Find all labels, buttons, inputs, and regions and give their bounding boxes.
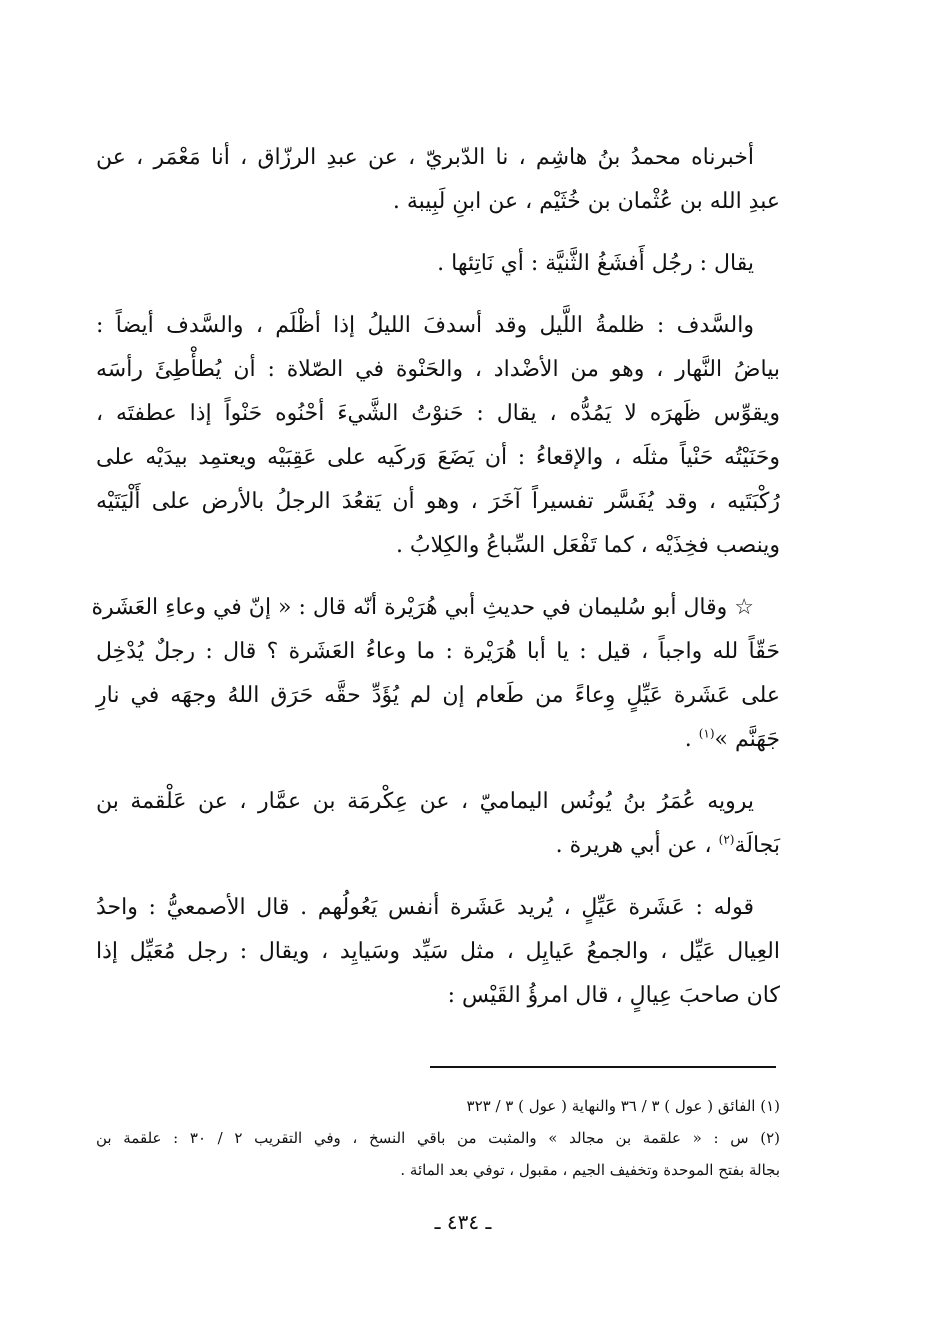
text-fragment: بَجالَة xyxy=(734,833,780,858)
text-line: عبدِ الله بن عُثْمان بن خُثَيْم ، عن ابنِ لَبِيبة . xyxy=(392,189,780,214)
footnote-marker: (٢) xyxy=(718,832,735,847)
paragraph-riwaya xyxy=(96,780,780,868)
text-line: حَقّاً لله واجباً ، قيل : يا أبا هُرَيْرة : ما وعاءُ العَشَرة ؟ قال : رجلٌ يُدْخِل xyxy=(96,639,780,664)
paragraph-afshagh xyxy=(96,242,780,286)
text-line: على عَشَرة عَيِّلٍ وِعاءً من طَعام إن لم يُؤَدِّ حقَّه حَرَق اللهُ وجهَه في نارِ xyxy=(96,683,780,708)
text-line: كان صاحبَ عِيالٍ ، قال امرؤُ القَيْس : xyxy=(447,983,780,1008)
text-line: يرويه عُمَرُ بنُ يُونُس اليماميّ ، عن عِكْرمَة بن عمَّار ، عن عَلْقمة بن xyxy=(96,789,754,814)
text-line: قوله : عَشَرة عَيِّلٍ ، يُريد عَشَرة أنفس يَعُولُهم . قال الأصمعيُّ : واحدُ xyxy=(96,895,754,920)
footnote-2: (٢) س : « علقمة بن مجالد » والمثبت من باقي النسخ ، وفي التقريب ٢ / ٣٠ : علقمة بن xyxy=(96,1129,781,1147)
footnote-divider xyxy=(430,1066,776,1068)
text-line: ويقوِّس ظَهرَه لا يَمُدُّه ، يقال : حَنوْتُ الشَّيءَ أحْنُوه حَنْواً إذا عطفتَه ، xyxy=(96,401,780,426)
footnotes xyxy=(96,1090,780,1186)
main-text xyxy=(91,136,780,1036)
text-line: وحَنَيْتُه حَنْياً مثلَه ، والإقعاءُ : أن يَضَعَ وَركَيه على عَقِبَيْه ويعتمِد بيدَيْه على xyxy=(96,445,780,470)
text-line: جَهَنَّم »$^{(١)}$ . xyxy=(684,726,780,752)
text-line: بياضُ النَّهار ، وهو من الأضْداد ، والحَنْوة في الصّلاة : أن يُطأْطِئَ رأسَه xyxy=(96,357,780,382)
text-line: ☆ وقال أبو سُليمان في حديثِ أبي هُرَيْرة أنّه قال : « إنّ في وعاءِ العَشَرة xyxy=(91,595,754,620)
text-line: أخبرناه محمدُ بنُ هاشِم ، نا الدّبريّ ، عن عبدِ الرزّاق ، أنا مَعْمَر ، عن xyxy=(96,145,754,170)
text-fragment: ، عن أبي هريرة . xyxy=(555,833,712,858)
footnote-marker: (١) xyxy=(698,726,715,741)
footnote-2-continued: بجالة بفتح الموحدة وتخفيف الجيم ، مقبول ، توفي بعد المائة . xyxy=(400,1161,780,1179)
text-line: يقال : رجُل أَفشَغُ الثَّنيَّة : أي نَاتِئها . xyxy=(437,251,754,276)
paragraph-ayyil xyxy=(96,886,780,1018)
text-line: وينصب فخِذَيْه ، كما تَفْعَل السِّباعُ والكِلابُ . xyxy=(395,533,780,558)
text-line: العِيال عَيِّل ، والجمعُ عَيايِل ، مثل سَيِّد وسَيايِد ، ويقال : رجل مُعَيِّل إذا xyxy=(96,939,780,964)
paragraph-sadaf xyxy=(96,304,780,568)
text-line xyxy=(96,824,780,868)
text-fragment: جَهَنَّم » xyxy=(714,727,780,752)
text-line: والسَّدف : ظلمةُ اللَّيل وقد أسدفَ الليلُ إذا أظْلَم ، والسَّدف أيضاً : xyxy=(96,313,754,338)
footnote-1: (١) الفائق ( عول ) ٣ / ٣٦ والنهاية ( عول ) ٣ / ٣٢٣ xyxy=(466,1097,780,1115)
page-number: ـ ٤٣٤ ـ xyxy=(434,1210,492,1234)
text-line: رُكْبَتَيه ، وقد يُفَسَّر تفسيراً آخَرَ ، وهو أن يَقعُدَ الرجلُ بالأرض على أَلْيَتَيْه xyxy=(96,489,780,514)
paragraph-hadith xyxy=(91,586,780,762)
paragraph-isnad xyxy=(96,136,780,224)
